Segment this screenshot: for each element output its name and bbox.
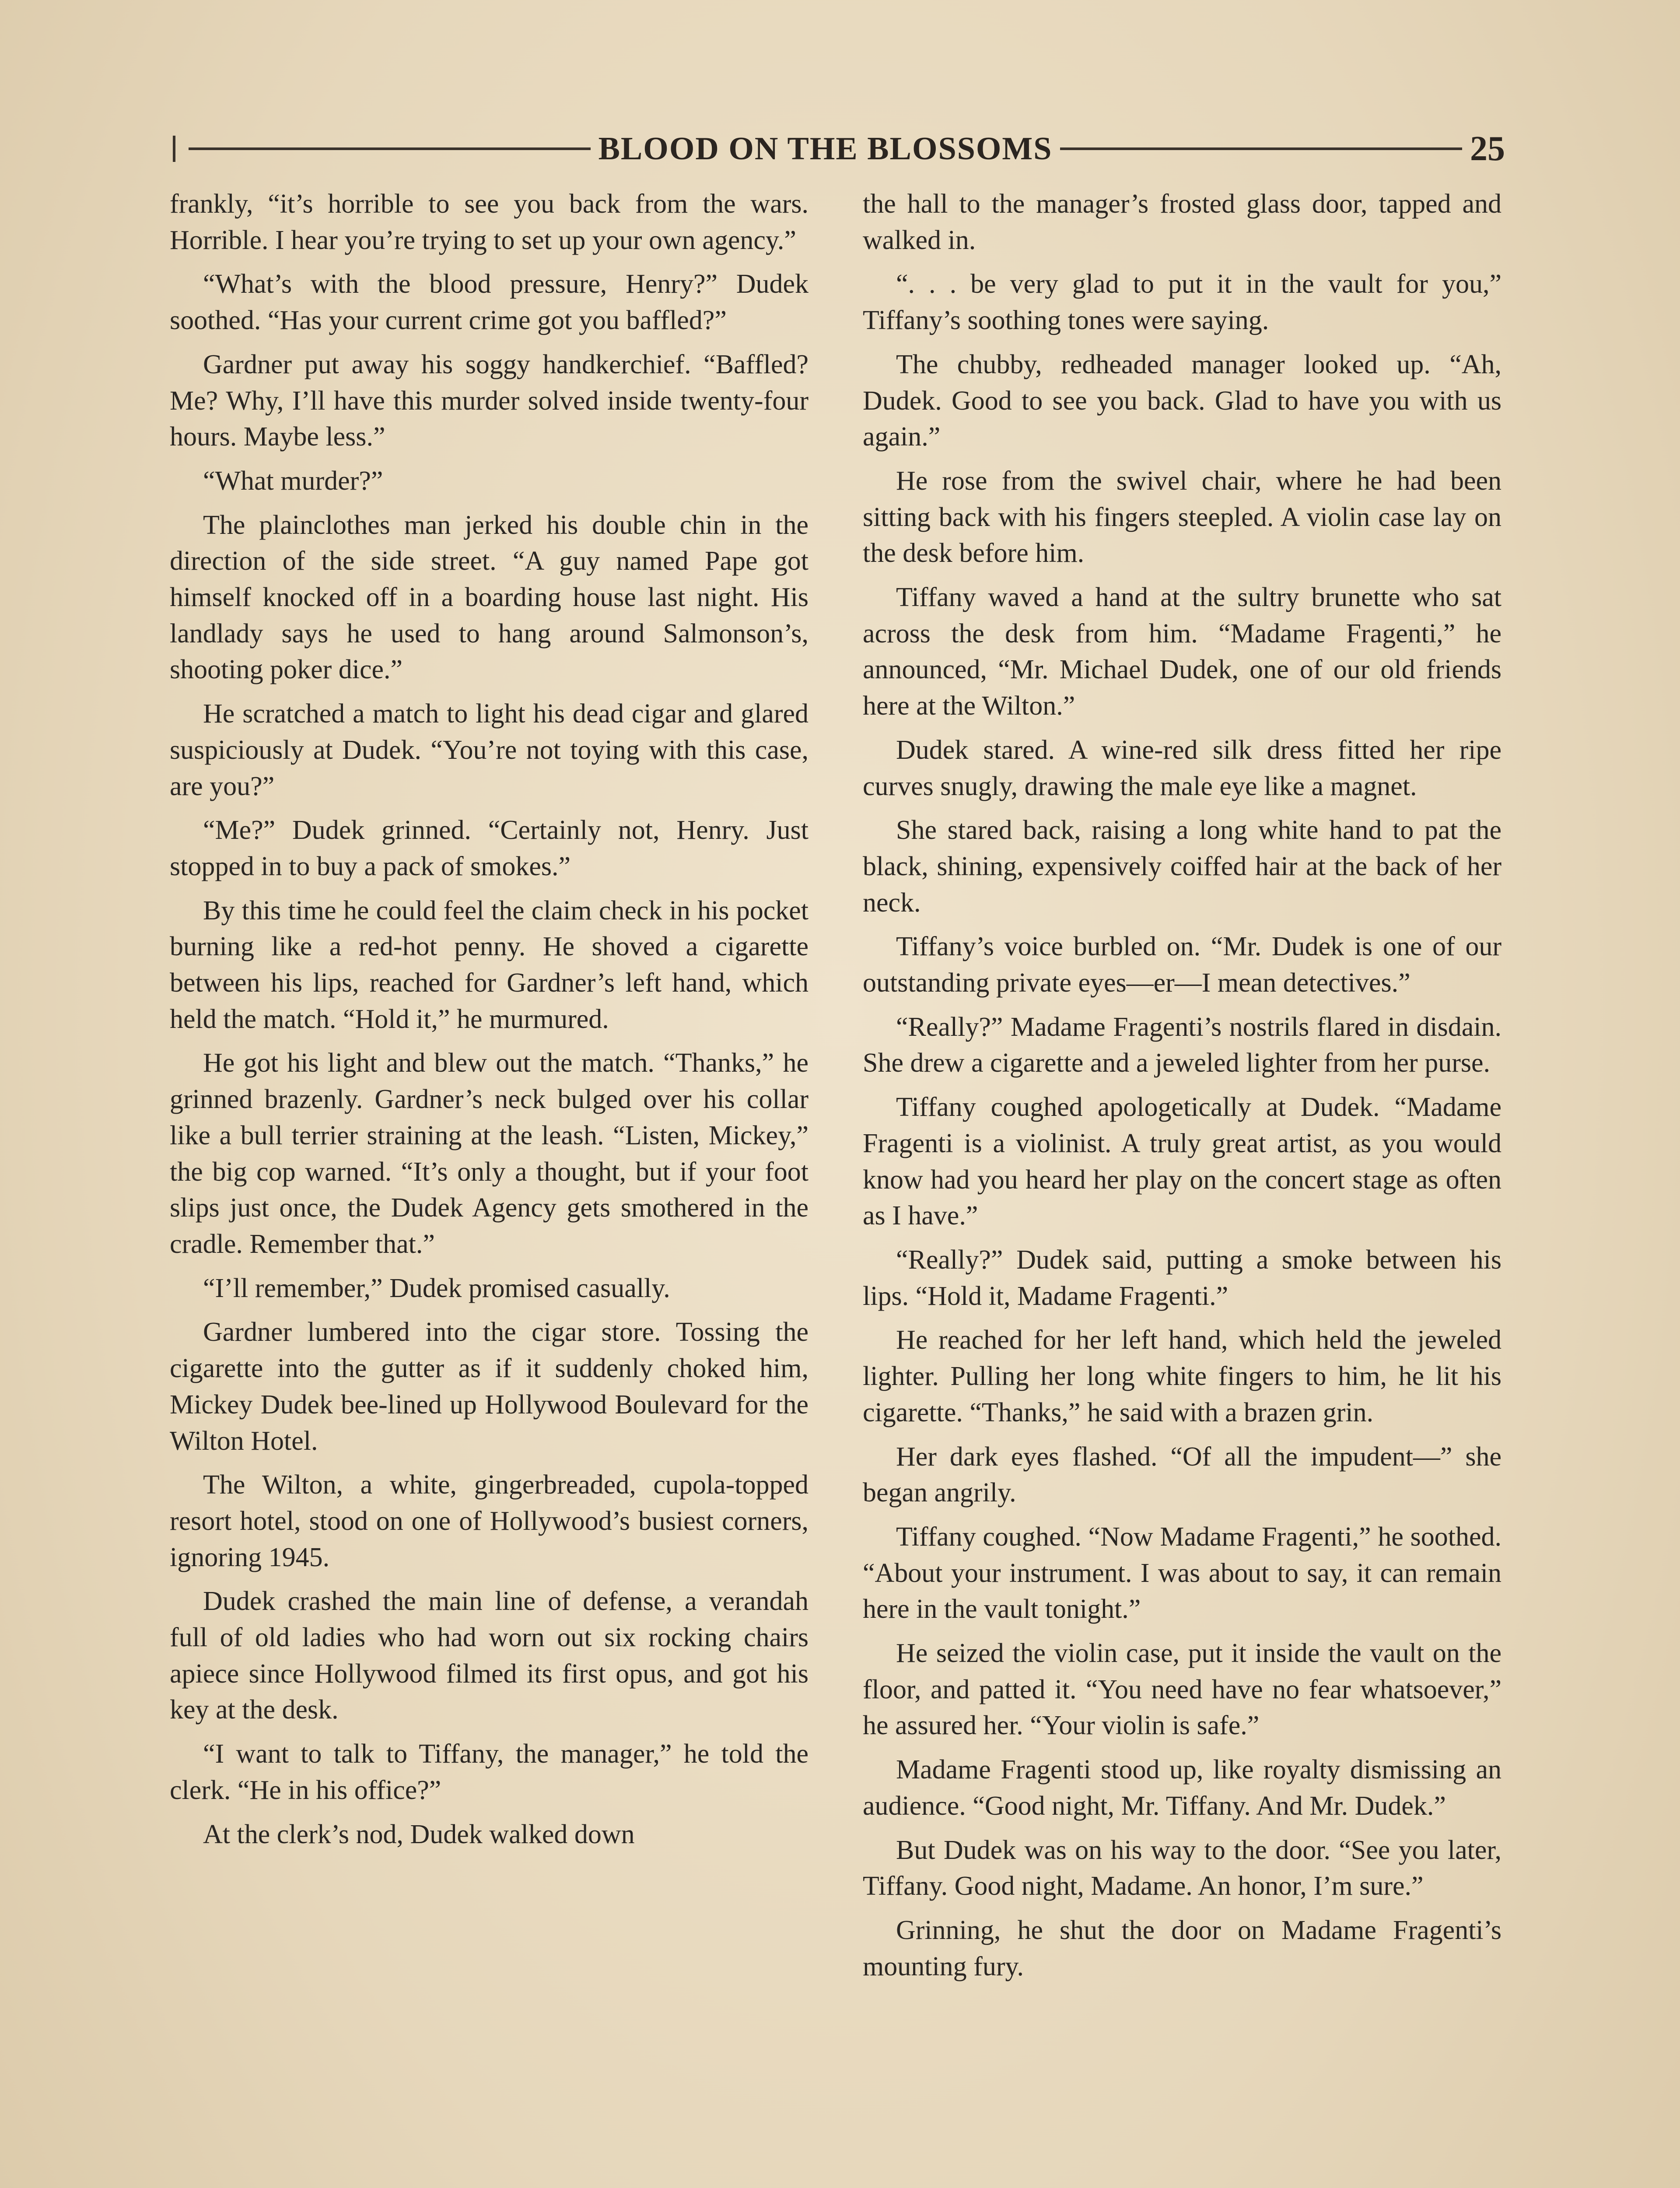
paragraph: Tiffany coughed. “Now Madame Fragenti,” he soothed. “About your instrument. I was about to say, it can remain here in the vault tonight.” xyxy=(863,1522,1502,1624)
paragraph: “I’ll remember,” Dudek promised casually. xyxy=(203,1273,670,1303)
paragraph: Dudek stared. A wine-red silk dress fitted her ripe curves snugly, drawing the male eye like a magnet. xyxy=(863,735,1502,801)
running-header xyxy=(173,127,1505,171)
paragraph: frankly, “it’s horrible to see you back from the wars. Horrible. I hear you’re trying to set up your own agency.” xyxy=(170,189,808,255)
page-number: 25 xyxy=(1470,129,1505,168)
paragraph: He scratched a match to light his dead cigar and glared suspiciously at Dudek. “You’re not toying with this case, are you?” xyxy=(170,699,808,801)
paragraph: “. . . be very glad to put it in the vault for you,” Tiffany’s soothing tones were saying. xyxy=(863,269,1502,336)
paragraph: Dudek crashed the main line of defense, a verandah full of old ladies who had worn out six rocking chairs apiece since Hollywood filmed its first opus, and got his key at the desk. xyxy=(170,1586,808,1725)
paragraph: By this time he could feel the claim check in his pocket burning like a red-hot penny. He shoved a cigarette between his lips, reached for Gardner’s left hand, which held the match. “Hold it,” he murmured. xyxy=(170,895,808,1034)
paragraph: “What murder?” xyxy=(203,466,383,496)
header-rule-tick xyxy=(173,136,175,162)
paragraph: The plainclothes man jerked his double chin in the direction of the side street. “A guy named Pape got himself knocked off in a boarding house last night. His landlady says he used to hang around Salmonson’s, shooting poker dice.” xyxy=(170,510,808,685)
running-title: BLOOD ON THE BLOSSOMS xyxy=(598,130,1053,167)
paragraph: At the clerk’s nod, Dudek walked down xyxy=(203,1819,635,1849)
paragraph: Gardner put away his soggy handkerchief. “Baffled? Me? Why, I’ll have this murder solved inside twenty-four hours. Maybe less.” xyxy=(170,349,808,452)
paragraph: She stared back, raising a long white hand to pat the black, shining, expensively coiffed hair at the back of her neck. xyxy=(863,815,1502,918)
paragraph: Tiffany coughed apologetically at Dudek. “Madame Fragenti is a violinist. A truly great artist, as you would know had you heard her play on the concert stage as often as I have.” xyxy=(863,1092,1502,1231)
paragraph: He seized the violin case, put it inside the vault on the floor, and patted it. “You need have no fear whatsoever,” he assured her. “Your violin is safe.” xyxy=(863,1638,1502,1741)
paragraph: He got his light and blew out the match. “Thanks,” he grinned brazenly. Gardner’s neck bulged over his collar like a bull terrier straining at the leash. “Listen, Mickey,” the big cop warned. “It’s only a thought, but if your foot slips just once, the Dudek Agency gets smothered in the cradle. Remember that.” xyxy=(170,1048,808,1259)
text-column-left xyxy=(170,186,808,2188)
paragraph: But Dudek was on his way to the door. “See you later, Tiffany. Good night, Madame. An honor, I’m sure.” xyxy=(863,1835,1502,1901)
paragraph: “Me?” Dudek grinned. “Certainly not, Henry. Just stopped in to buy a pack of smokes.” xyxy=(170,815,808,881)
paragraph: He rose from the swivel chair, where he had been sitting back with his fingers steepled. A violin case lay on the desk before him. xyxy=(863,466,1502,568)
paragraph: Her dark eyes flashed. “Of all the impudent—” she began angrily. xyxy=(863,1441,1502,1508)
text-column-right xyxy=(863,186,1502,2188)
paragraph: “I want to talk to Tiffany, the manager,” he told the clerk. “He in his office?” xyxy=(170,1739,808,1805)
header-rule-left xyxy=(189,147,591,150)
paragraph: Madame Fragenti stood up, like royalty dismissing an audience. “Good night, Mr. Tiffany. And Mr. Dudek.” xyxy=(863,1755,1502,1821)
paragraph: “What’s with the blood pressure, Henry?” Dudek soothed. “Has your current crime got you baffled?” xyxy=(170,269,808,336)
paragraph: The Wilton, a white, gingerbreaded, cupola-topped resort hotel, stood on one of Hollywood’s busiest corners, ignoring 1945. xyxy=(170,1470,808,1572)
paragraph: The chubby, redheaded manager looked up. “Ah, Dudek. Good to see you back. Glad to have you with us again.” xyxy=(863,349,1502,452)
paragraph: Grinning, he shut the door on Madame Fragenti’s mounting fury. xyxy=(863,1915,1502,1981)
paragraph: “Really?” Dudek said, putting a smoke between his lips. “Hold it, Madame Fragenti.” xyxy=(863,1245,1502,1311)
paragraph: Tiffany waved a hand at the sultry brunette who sat across the desk from him. “Madame Fragenti,” he announced, “Mr. Michael Dudek, one of our old friends here at the Wilton.” xyxy=(863,582,1502,721)
header-rule-right xyxy=(1060,147,1462,150)
paragraph: “Really?” Madame Fragenti’s nostrils flared in disdain. She drew a cigarette and a jeweled lighter from her purse. xyxy=(863,1012,1502,1078)
paragraph: the hall to the manager’s frosted glass door, tapped and walked in. xyxy=(863,189,1502,255)
paragraph: He reached for her left hand, which held the jeweled lighter. Pulling her long white fingers to him, he lit his cigarette. “Thanks,” he said with a brazen grin. xyxy=(863,1325,1502,1427)
paragraph: Gardner lumbered into the cigar store. Tossing the cigarette into the gutter as if it suddenly choked him, Mickey Dudek bee-lined up Hollywood Boulevard for the Wilton Hotel. xyxy=(170,1317,808,1456)
paragraph: Tiffany’s voice burbled on. “Mr. Dudek is one of our outstanding private eyes—er—I mean detectives.” xyxy=(863,932,1502,998)
